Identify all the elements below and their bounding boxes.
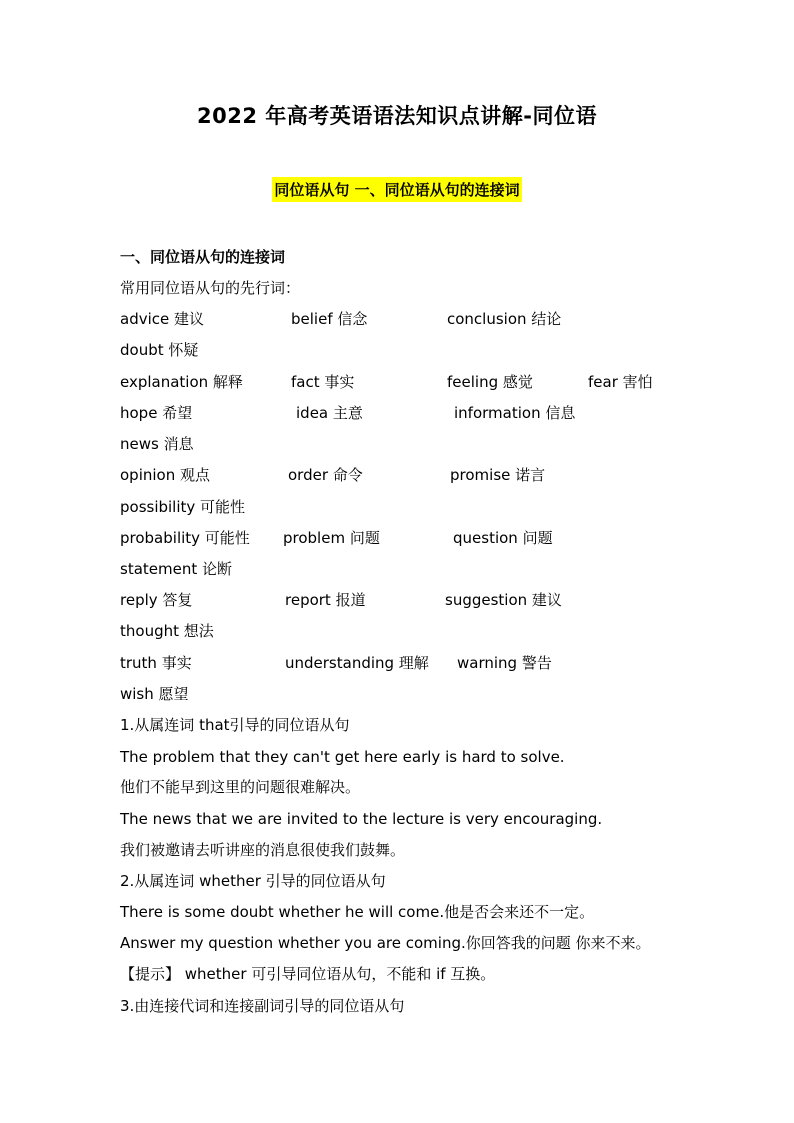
word-entry: idea 主意: [296, 404, 363, 422]
example-translation: 他们不能早到这里的问题很难解决。: [120, 778, 361, 796]
word-entry: suggestion 建议: [445, 591, 562, 609]
word-entry: explanation 解释: [120, 373, 243, 391]
word-entry: doubt 怀疑: [120, 341, 199, 359]
word-entry: fact 事实: [291, 373, 355, 391]
example-sentence: The problem that they can't get here early is hard to solve.: [120, 748, 565, 766]
word-entry: fear 害怕: [588, 373, 653, 391]
word-entry: warning 警告: [457, 654, 552, 672]
word-entry: promise 诺言: [450, 466, 546, 484]
example-sentence: There is some doubt whether he will come.他是否会来还不一定。: [120, 903, 595, 921]
example-sentence: The news that we are invited to the lecture is very encouraging.: [120, 810, 603, 828]
highlighted-subtitle: 同位语从句 一、同位语从句的连接词: [272, 177, 521, 202]
tip-note: 【提示】 whether 可引导同位语从句，不能和 if 互换。: [120, 965, 496, 983]
word-entry: feeling 感觉: [447, 373, 533, 391]
word-entry: wish 愿望: [120, 685, 189, 703]
subsection-heading: 1.从属连词 that引导的同位语从句: [120, 716, 350, 734]
word-entry: question 问题: [453, 529, 553, 547]
document-title: 2022 年高考英语语法知识点讲解-同位语: [197, 104, 597, 128]
word-entry: conclusion 结论: [447, 310, 562, 328]
word-entry: news 消息: [120, 435, 194, 453]
word-entry: probability 可能性: [120, 529, 250, 547]
section-heading: 一、同位语从句的连接词: [120, 248, 286, 266]
subtitle-container: [0, 177, 794, 202]
word-entry: truth 事实: [120, 654, 192, 672]
word-entry: advice 建议: [120, 310, 205, 328]
intro-text: 常用同位语从句的先行词：: [120, 279, 301, 297]
subsection-heading: 3.由连接代词和连接副词引导的同位语从句: [120, 997, 405, 1015]
subsection-heading: 2.从属连词 whether 引导的同位语从句: [120, 872, 386, 890]
word-entry: hope 希望: [120, 404, 193, 422]
word-entry: order 命令: [288, 466, 363, 484]
word-entry: understanding 理解: [285, 654, 429, 672]
word-entry: belief 信念: [291, 310, 368, 328]
word-entry: information 信息: [454, 404, 576, 422]
word-entry: thought 想法: [120, 622, 214, 640]
word-entry: problem 问题: [283, 529, 380, 547]
word-entry: statement 论断: [120, 560, 232, 578]
example-translation: 我们被邀请去听讲座的消息很使我们鼓舞。: [120, 841, 406, 859]
word-entry: report 报道: [285, 591, 366, 609]
word-entry: opinion 观点: [120, 466, 210, 484]
word-entry: reply 答复: [120, 591, 193, 609]
word-entry: possibility 可能性: [120, 498, 246, 516]
example-sentence: Answer my question whether you are coming.你回答我的问题 你来不来。: [120, 934, 651, 952]
